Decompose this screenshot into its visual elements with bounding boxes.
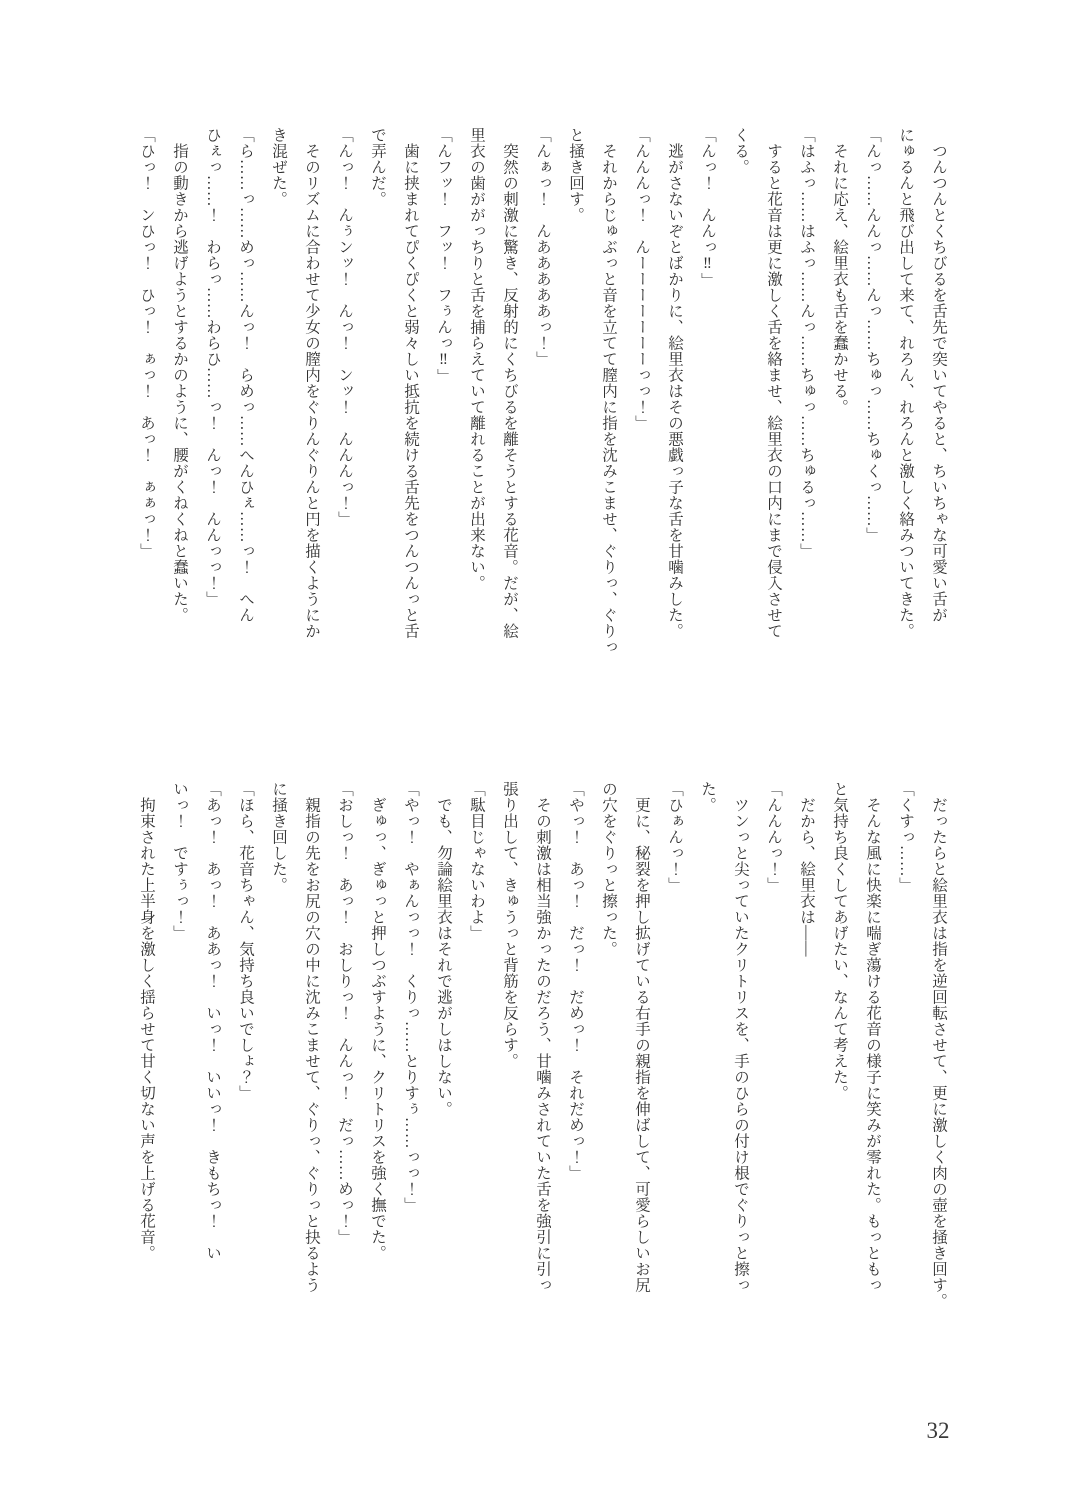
- text-column: つんつんとくちびるを舌先で突いてやると、ちいちゃな可愛い舌が: [930, 127, 947, 623]
- text-column: と気持ち良くしてあげたい、なんて考えた。: [831, 781, 848, 1101]
- text-column: の穴をぐりっと擦った。: [600, 781, 617, 957]
- text-column: 「やっ！ やぁんっっ！ くりっ……とりすぅ……っっ！」: [402, 781, 419, 1213]
- text-column: 逃がさないぞとばかりに、絵里衣はその悪戯っ子な舌を甘噛みした。: [666, 127, 683, 639]
- text-column: 「ひぁんっ！」: [666, 781, 683, 893]
- text-block-bottom: [130, 781, 955, 1309]
- text-column: 「おしっ！ あっ！ おしりっ！ んんっ！ だっ……めっ！」: [336, 781, 353, 1245]
- text-column: 拘束された上半身を激しく揺らせて甘く切ない声を上げる花音。: [138, 781, 155, 1261]
- text-column: ひぇっ……！ わらっ……わらひ……っ！ んっ！ んんっっ！」: [204, 127, 221, 607]
- text-column: で弄んだ。: [369, 127, 386, 207]
- text-column: ぎゅっ、ぎゅっと押しつぶすように、クリトリスを強く撫でた。: [369, 781, 386, 1261]
- text-column: と掻き回す。: [567, 127, 584, 223]
- text-column: その刺激は相当強かったのだろう、甘噛みされていた舌を強引に引っ: [534, 781, 551, 1293]
- text-column: 「ほら、花音ちゃん、気持ち良いでしょ？」: [237, 781, 254, 1101]
- text-column: そんな風に快楽に喘ぎ蕩ける花音の様子に笑みが零れた。もっともっ: [864, 781, 881, 1293]
- text-column: 「んフッ！ フッ！ フぅんっ‼」: [435, 127, 452, 385]
- text-column: ツンっと尖っていたクリトリスを、手のひらの付け根でぐりっと擦っ: [732, 781, 749, 1293]
- text-column: 更に、秘裂を押し拡げている右手の親指を伸ばして、可愛らしいお尻: [633, 781, 650, 1293]
- text-block-top: [130, 127, 955, 655]
- text-column: 「ら……っ……めっ……んっ！ らめっ……へんひぇ……っ！ へん: [237, 127, 254, 623]
- text-column: すると花音は更に激しく舌を絡ませ、絵里衣の口内にまで侵入させて: [765, 127, 782, 639]
- text-column: 指の動きから逃げようとするかのように、腰がくねくねと蠢いた。: [171, 127, 188, 623]
- text-column: そのリズムに合わせて少女の膣内をぐりんぐりんと円を描くようにか: [303, 127, 320, 639]
- text-column: 「あっ！ あっ！ ああっ！ いっ！ いいっ！ きもちっ！ い: [204, 781, 221, 1261]
- text-column: それからじゅぶっと音を立てて膣内に指を沈みこませ、ぐりっ、ぐりっ: [600, 127, 617, 655]
- text-column: 里衣の歯ががっちりと舌を捕らえていて離れることが出来ない。: [468, 127, 485, 591]
- text-column: にゅるんと飛び出して来て、れろん、れろんと激しく絡みついてきた。: [897, 127, 914, 639]
- text-column: 「やっ！ あっ！ だっ！ だめっ！ それだめっ！」: [567, 781, 584, 1181]
- text-column: 「んんんっ！」: [765, 781, 782, 893]
- text-column: 張り出して、きゅうっと背筋を反らす。: [501, 781, 518, 1069]
- text-column: た。: [699, 781, 716, 813]
- text-column: 「はふっ……はふっ……んっ……ちゅっ……ちゅるっ……」: [798, 127, 815, 559]
- text-column: 「んんんっ！ んーーーーーーーっっ！」: [633, 127, 650, 431]
- text-column: に掻き回した。: [270, 781, 287, 893]
- text-column: 「ひっ！ ンひっ！ ひっ！ ぁっ！ あっ！ ぁぁっ！」: [138, 127, 155, 559]
- text-column: 「んっ……んんっ……んっ……ちゅっ……ちゅくっ……」: [864, 127, 881, 543]
- text-column: 「んっ！ んんっ‼」: [699, 127, 716, 289]
- page-number: 32: [926, 1418, 950, 1443]
- text-column: それに応え、絵里衣も舌を蠢かせる。: [831, 127, 848, 415]
- text-column: 「んっ！ んぅンッ！ んっ！ ンッ！ んんんっ！」: [336, 127, 353, 527]
- text-column: 親指の先をお尻の穴の中に沈みこませて、ぐりっ、ぐりっと抉るよう: [303, 781, 320, 1293]
- text-column: 「駄目じゃないわよ」: [468, 781, 485, 941]
- text-column: だから、絵里衣は――: [798, 781, 815, 957]
- text-column: いっ！ ですぅっ！」: [171, 781, 188, 941]
- text-column: くる。: [732, 127, 749, 175]
- text-column: でも、勿論絵里衣はそれで逃がしはしない。: [435, 781, 452, 1117]
- text-column: だったらと絵里衣は指を逆回転させて、更に激しく肉の壺を掻き回す。: [930, 781, 947, 1309]
- text-column: 「くすっ……」: [897, 781, 914, 893]
- text-column: き混ぜた。: [270, 127, 287, 207]
- text-column: 「んぁっ！ んあああああっ！」: [534, 127, 551, 367]
- text-column: 突然の刺激に驚き、反射的にくちびるを離そうとする花音。だが、絵: [501, 127, 518, 639]
- text-column: 歯に挟まれてぴくぴくと弱々しい抵抗を続ける舌先をつんつんっと舌: [402, 127, 419, 639]
